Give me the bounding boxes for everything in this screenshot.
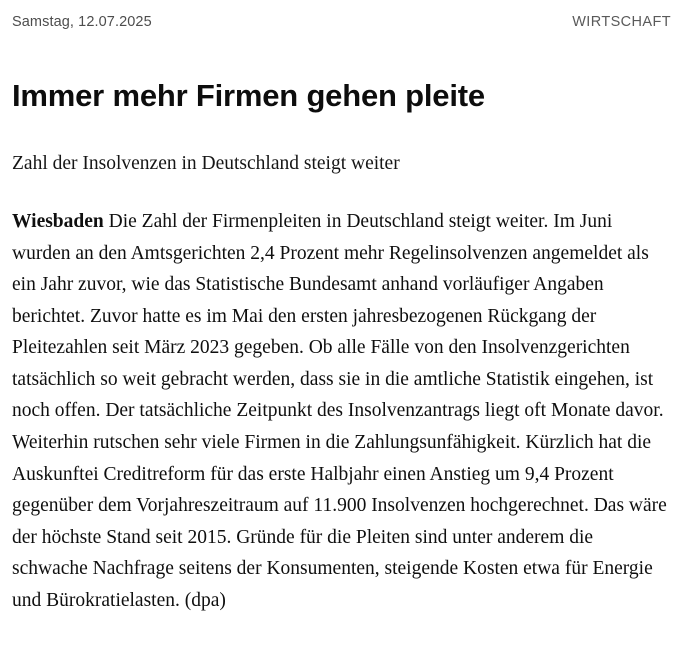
article-body-text: Die Zahl der Firmenpleiten in Deutschland steigt weiter. Im Juni wurden an den Amtsgerichten 2,4 Prozent mehr Regelinsolvenzen angemeldet als ein Jahr zuvor, wie das Statistische Bundesamt anhand vorläufiger Angaben berichtet. Zuvor hatte es im Mai den ersten jahresbezogenen Rückgang der Pleitezahlen seit März 2023 gegeben. Ob alle Fälle von den Insolvenzgerichten tatsächlich so weit gebracht werden, dass sie in die amtliche Statistik eingehen, ist noch offen. Der tatsächliche Zeitpunkt des Insolvenzantrags liegt oft Monate davor. Weiterhin rutschen sehr viele Firmen in die Zahlungsunfähigkeit. Kürzlich hat die Auskunftei Creditreform für das erste Halbjahr einen Anstieg um 9,4 Prozent gegenüber dem Vorjahreszeitraum auf 11.900 Insolvenzen hochgerechnet. Das wäre der höchste Stand seit 2015. Gründe für die Pleiten sind unter anderem die schwache Nachfrage seitens der Konsumenten, steigende Kosten etwa für Energie und Bürokratielasten. (dpa)	[12, 210, 667, 611]
section-label: WIRTSCHAFT	[572, 14, 671, 30]
article-subheadline: Zahl der Insolvenzen in Deutschland steigt weiter	[12, 152, 400, 174]
article-meta	[12, 14, 671, 30]
publication-date: Samstag, 12.07.2025	[12, 14, 152, 30]
article-dateline: Wiesbaden	[12, 210, 104, 232]
page-title: Immer mehr Firmen gehen pleite	[12, 78, 485, 113]
article-body	[12, 206, 671, 617]
